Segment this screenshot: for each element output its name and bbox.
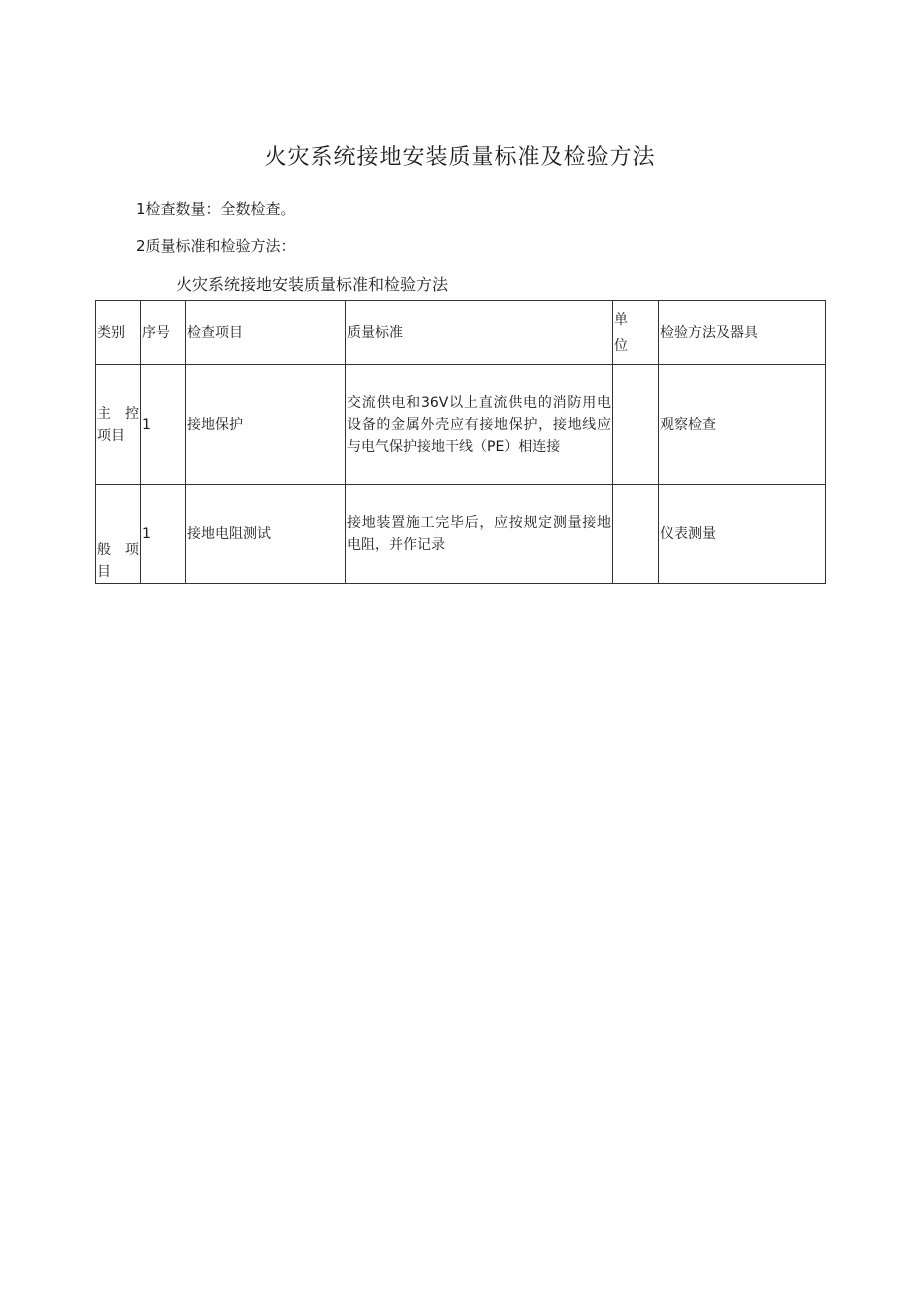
row-unit bbox=[613, 365, 659, 485]
row-method: 观察检查 bbox=[659, 365, 826, 485]
header-standard: 质量标准 bbox=[346, 301, 613, 365]
header-category: 类别 bbox=[96, 301, 141, 365]
row-seq: 1 bbox=[141, 485, 186, 584]
inspection-quantity-paragraph: 1检查数量：全数检查。 bbox=[136, 200, 296, 218]
row-method: 仪表测量 bbox=[659, 485, 826, 584]
row-standard: 接地装置施工完毕后，应按规定测量接地电阻，并作记录 bbox=[346, 485, 613, 584]
table-row bbox=[96, 365, 826, 485]
header-unit bbox=[613, 301, 659, 365]
header-unit-line2: 位 bbox=[614, 337, 628, 354]
row-category-line1: 般 项 bbox=[97, 542, 139, 558]
table-header-row bbox=[96, 301, 826, 365]
row-standard: 交流供电和36V以上直流供电的消防用电设备的金属外壳应有接地保护，接地线应与电气保护接地干线（PE）相连接 bbox=[346, 365, 613, 485]
row-category-line1: 主 控 bbox=[97, 405, 139, 422]
document-title: 火灾系统接地安装质量标准及检验方法 bbox=[264, 145, 656, 170]
row-category bbox=[96, 365, 141, 485]
quality-standard-table bbox=[95, 300, 826, 584]
row-item: 接地保护 bbox=[186, 365, 346, 485]
table-caption: 火灾系统接地安装质量标准和检验方法 bbox=[176, 275, 449, 294]
row-item: 接地电阻测试 bbox=[186, 485, 346, 584]
row-unit bbox=[613, 485, 659, 584]
row-seq: 1 bbox=[141, 365, 186, 485]
row-category-line2: 项目 bbox=[97, 427, 125, 444]
header-seq: 序号 bbox=[141, 301, 186, 365]
table-row bbox=[96, 485, 826, 584]
quality-standard-paragraph: 2质量标准和检验方法： bbox=[136, 237, 296, 255]
header-method: 检验方法及器具 bbox=[659, 301, 826, 365]
header-item: 检查项目 bbox=[186, 301, 346, 365]
header-unit-line1: 单 bbox=[614, 311, 628, 328]
row-category bbox=[96, 485, 141, 584]
row-category-line2: 目 bbox=[97, 564, 111, 580]
